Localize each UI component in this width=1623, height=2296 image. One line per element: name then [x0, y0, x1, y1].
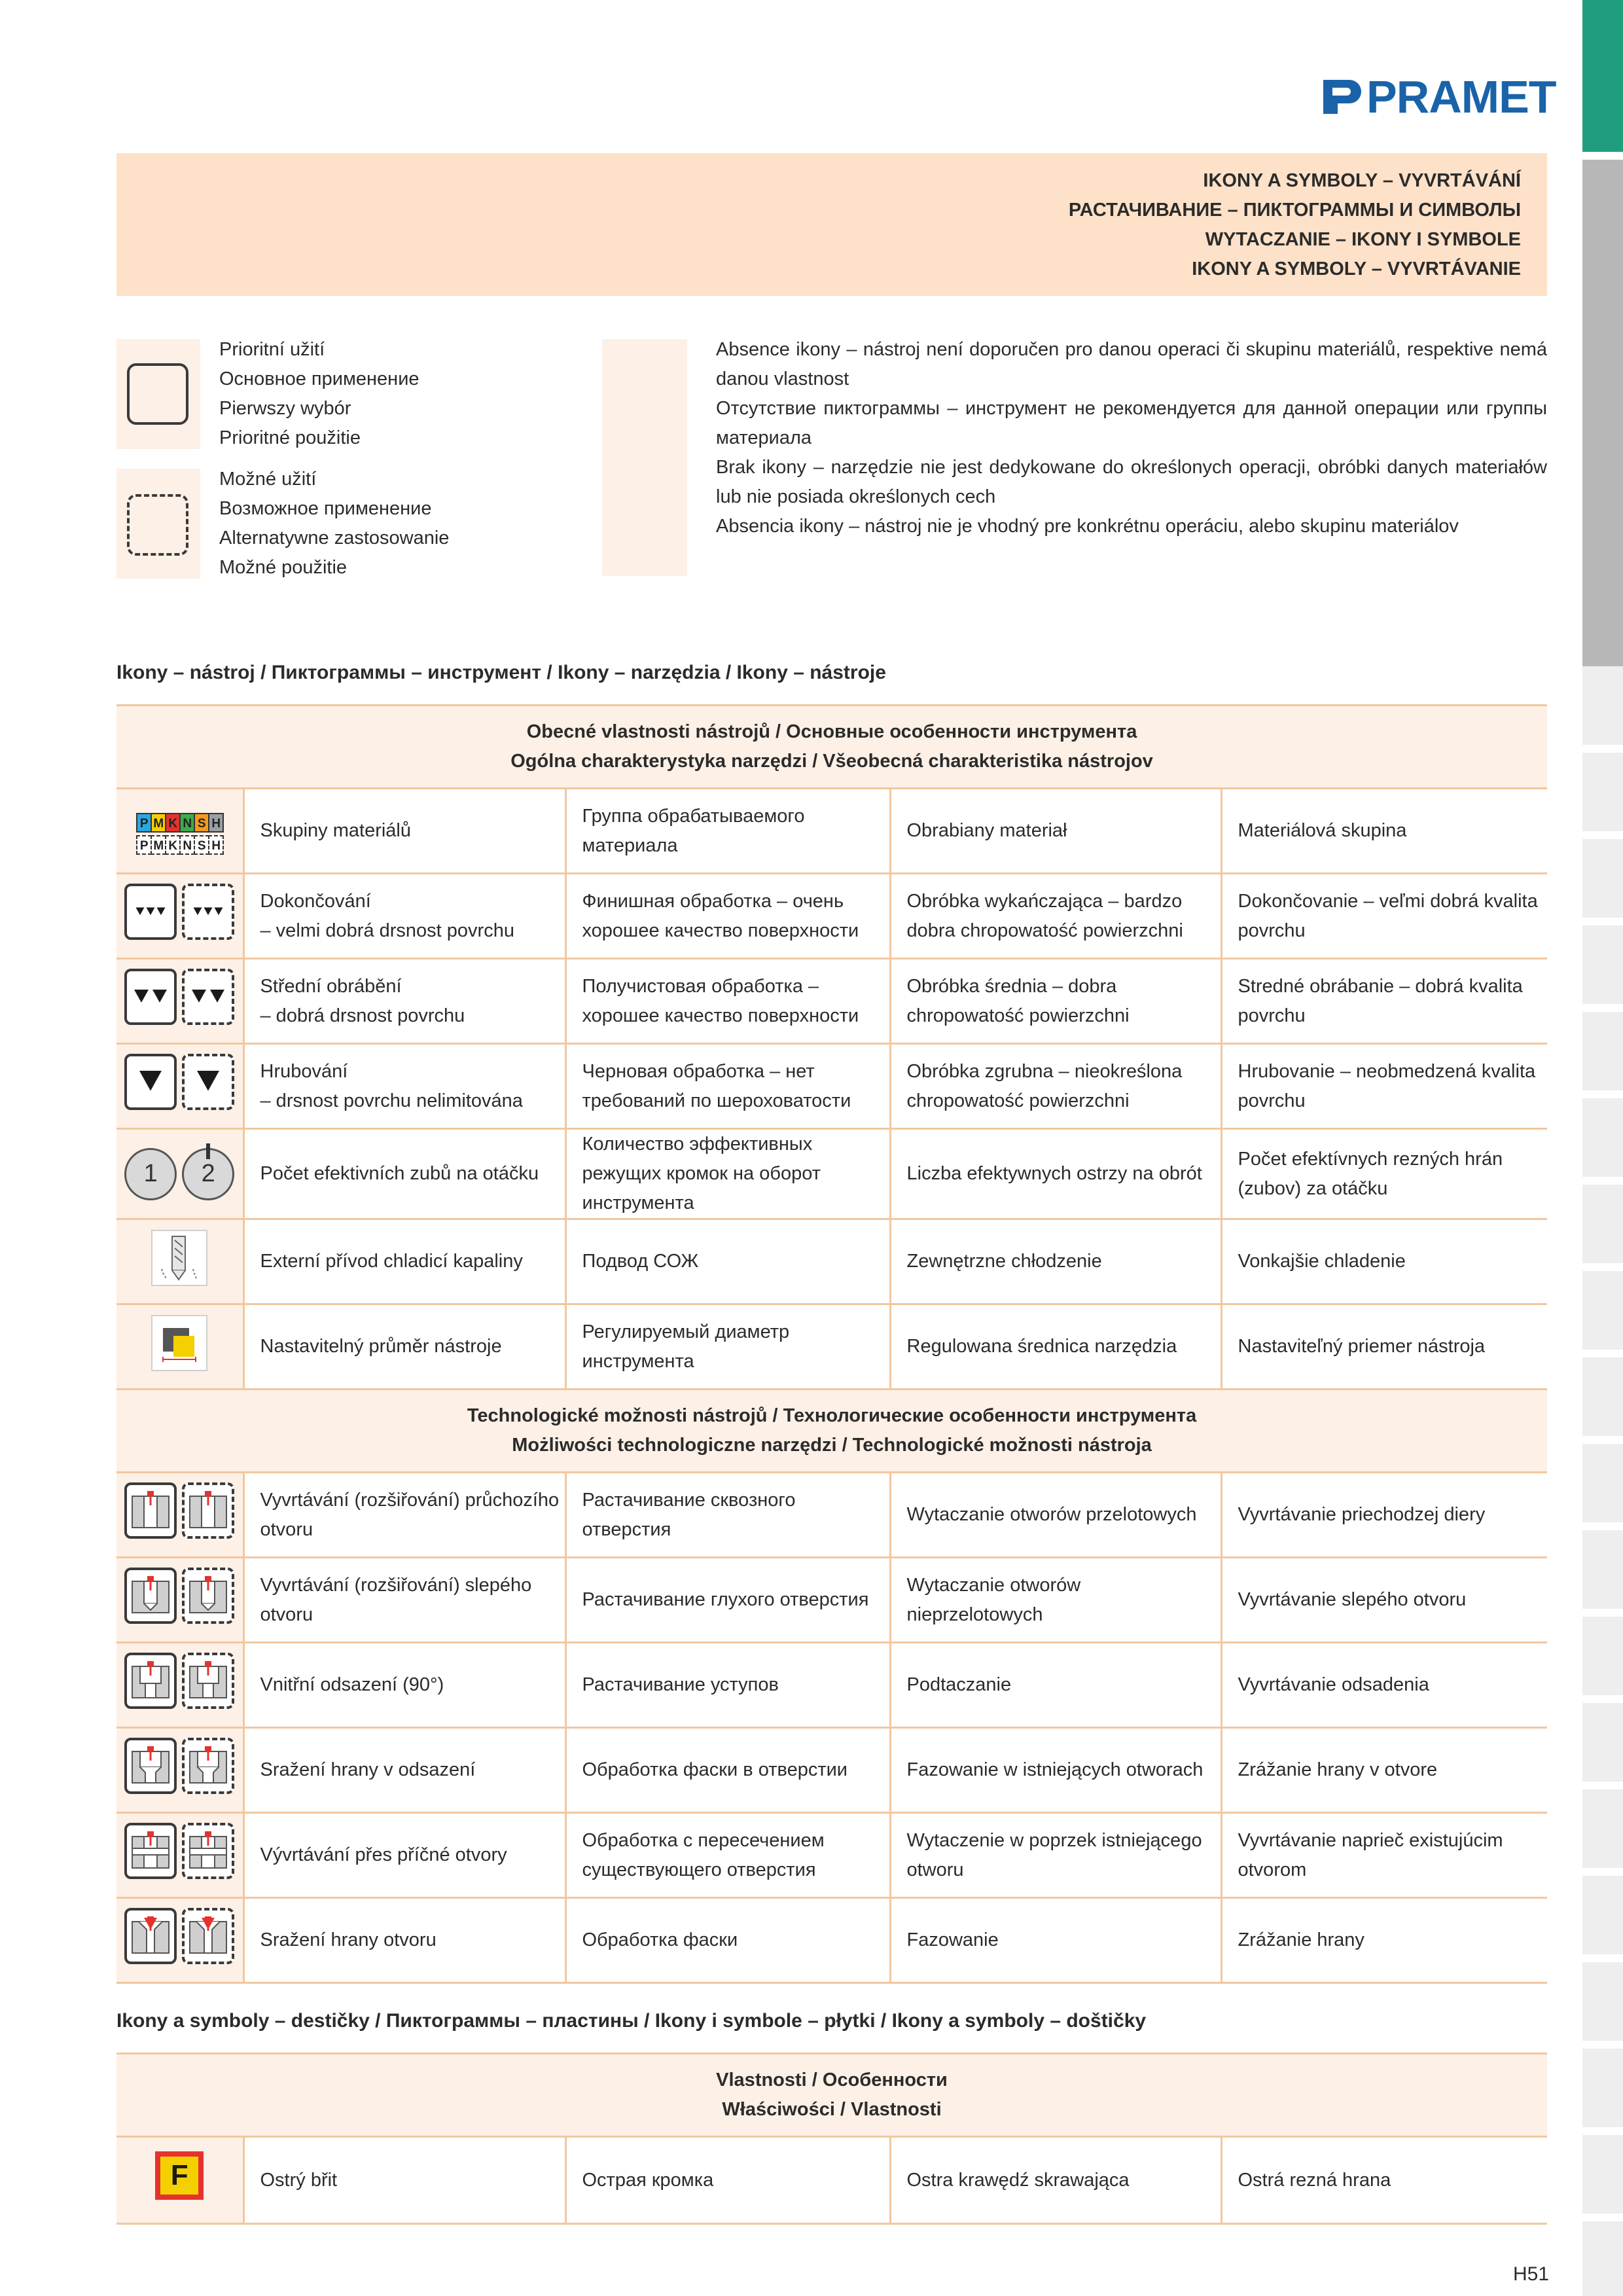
- side-tab: [1582, 1876, 1623, 1954]
- insert-section-heading: Ikony a symboly – destičky / Пиктограммы – пластины / Ikony i symbole – płytki / Ikony a symboly – doštičky: [116, 2010, 1147, 2032]
- cell-cs: Ostrý břit: [243, 2137, 565, 2224]
- cell-sk: Hrubovanie – neobmedzená kvalita povrchu: [1221, 1044, 1547, 1129]
- blind-hole-boring-icon-possible: [182, 1568, 234, 1624]
- cell-sk: Vonkajšie chladenie: [1221, 1219, 1547, 1304]
- possible-use-icon: [127, 494, 188, 556]
- cell-ru: Острая кромка: [565, 2137, 890, 2224]
- cell-pl: Obrabiany materiał: [890, 789, 1221, 874]
- table-row: [116, 1728, 1547, 1813]
- side-tab: [1582, 1444, 1623, 1522]
- cell-sk: Stredné obrábanie – dobrá kvalita povrchu: [1221, 959, 1547, 1044]
- tool-icons-table: [116, 704, 1547, 1984]
- row-icon-cell: [116, 1473, 243, 1558]
- row-icon-cell: [116, 1728, 243, 1813]
- cell-cs: [243, 874, 565, 959]
- material-letter: K: [165, 835, 181, 855]
- material-groups-icon: [136, 813, 223, 855]
- row-icon-cell: [116, 1558, 243, 1643]
- adjustable-diameter-icon: [151, 1315, 207, 1371]
- cell-cs: Vyvrtávání (rozšiřování) slepého otvoru: [243, 1558, 565, 1643]
- row-icon-cell: [116, 1813, 243, 1898]
- cell-ru: Регулируемый диаметр инструмента: [565, 1304, 890, 1390]
- title-cs: IKONY A SYMBOLY – VYVRTÁVÁNÍ: [1203, 170, 1521, 191]
- row-icon-cell: [116, 789, 243, 874]
- material-letter: P: [136, 813, 152, 833]
- cell-ru: Растачивание сквозного отверстия: [565, 1473, 890, 1558]
- cell-ru: Черновая обработка – нет требований по шероховатости: [565, 1044, 890, 1129]
- side-tab: [1582, 1962, 1623, 2041]
- side-tab: [1582, 0, 1623, 152]
- cell-ru: Обработка с пересечением существующего отверстия: [565, 1813, 890, 1898]
- side-tab: [1582, 666, 1623, 745]
- side-tab: [1582, 1271, 1623, 1350]
- cell-ru: Обработка фаски в отверстии: [565, 1728, 890, 1813]
- table-row: [116, 1558, 1547, 1643]
- cross-hole-boring-icon-possible: [182, 1823, 234, 1879]
- pramet-logo-icon: [1321, 77, 1361, 117]
- general-properties-header-line: Ogólna charakterystyka narzędzi / Všeobecná charakteristika nástrojov: [510, 751, 1153, 772]
- row-icon-cell: [116, 1643, 243, 1728]
- side-tab: [1582, 2135, 1623, 2214]
- cell-cs: Sražení hrany otvoru: [243, 1898, 565, 1983]
- cell-pl: Wytaczanie otworów nieprzelotowych: [890, 1558, 1221, 1643]
- cell-sk: Materiálová skupina: [1221, 789, 1547, 874]
- cell-pl: Fazowanie w istniejących otworach: [890, 1728, 1221, 1813]
- technological-capabilities-header: [116, 1390, 1547, 1473]
- cell-pl: Ostra krawędź skrawająca: [890, 2137, 1221, 2224]
- cell-pl: Wytaczanie otworów przelotowych: [890, 1473, 1221, 1558]
- insert-properties-header-line: Vlastnosti / Особенности: [716, 2070, 948, 2090]
- technological-capabilities-header-line: Technologické možnosti nástrojů / Технологические особенности инструмента: [467, 1405, 1197, 1426]
- finishing-icon-primary: [124, 884, 177, 940]
- material-letter: H: [208, 835, 224, 855]
- through-hole-boring-icon-possible: [182, 1482, 234, 1539]
- table-row: [116, 1473, 1547, 1558]
- hole-chamfer-icon: [124, 1908, 234, 1964]
- legend-primary-text: Prioritní užití Основное применение Pierwszy wybór Prioritné použitie: [219, 339, 419, 448]
- side-tab: [1582, 839, 1623, 918]
- side-tab: [1582, 1357, 1623, 1436]
- internal-shoulder-icon: [124, 1653, 234, 1709]
- cell-pl: Obróbka wykańczająca – bardzo dobra chropowatość powierzchni: [890, 874, 1221, 959]
- effective-teeth-icon: [124, 1148, 234, 1200]
- insert-properties-header: [116, 2054, 1547, 2137]
- page-number: H51: [1513, 2263, 1550, 2285]
- row-icon-cell: [116, 874, 243, 959]
- title-sk: IKONY A SYMBOLY – VYVRTÁVANIE: [1192, 259, 1521, 279]
- tool-section-heading: Ikony – nástroj / Пиктограммы – инструмент / Ikony – narzędzia / Ikony – nástroje: [116, 662, 886, 683]
- table-row: [116, 874, 1547, 959]
- material-letter: N: [179, 813, 195, 833]
- primary-use-icon: [127, 363, 188, 425]
- title-pl: WYTACZANIE – IKONY I SYMBOLE: [1205, 229, 1521, 250]
- side-tab: [1582, 753, 1623, 831]
- cell-ru: Подвод СОЖ: [565, 1219, 890, 1304]
- table-row: [116, 1898, 1547, 1983]
- section-tabs: [1582, 0, 1623, 2296]
- cell-sk: Vyvrtávanie naprieč existujúcim otvorom: [1221, 1813, 1547, 1898]
- title-ru: РАСТАЧИВАНИЕ – ПИКТОГРАММЫ И СИМВОЛЫ: [1068, 200, 1521, 221]
- roughing-icon-possible: [182, 1054, 234, 1110]
- through-hole-boring-icon: [124, 1482, 234, 1539]
- general-properties-header-line: Obecné vlastnosti nástrojů / Основные особенности инструмента: [526, 721, 1137, 742]
- roughing-icon: [124, 1054, 234, 1110]
- cell-pl: Regulowana średnica narzędzia: [890, 1304, 1221, 1390]
- table-row: [116, 959, 1547, 1044]
- sharp-edge-icon: [151, 2147, 207, 2204]
- hole-chamfer-icon-primary: [124, 1908, 177, 1964]
- material-letter: M: [151, 835, 166, 855]
- table-row: [116, 1813, 1547, 1898]
- technological-capabilities-header-line: Możliwości technologiczne narzędzi / Technologické možnosti nástroja: [512, 1435, 1152, 1456]
- material-letter: S: [194, 813, 209, 833]
- brand-name: PRAMET: [1366, 71, 1556, 122]
- cell-pl: Wytaczenie w poprzek istniejącego otworu: [890, 1813, 1221, 1898]
- row-icon-cell: [116, 1898, 243, 1983]
- cell-line: Střední obrábění: [260, 975, 402, 997]
- material-letter: N: [179, 835, 195, 855]
- row-icon-cell: [116, 1129, 243, 1219]
- teeth-2-icon: 2: [182, 1148, 234, 1200]
- cell-sk: Zrážanie hrany: [1221, 1898, 1547, 1983]
- finishing-icon-possible: [182, 884, 234, 940]
- cell-ru: Группа обрабатываемого материала: [565, 789, 890, 874]
- material-letter: S: [194, 835, 209, 855]
- side-tab: [1582, 1185, 1623, 1263]
- pramet-logo: [1321, 71, 1556, 122]
- sharp-edge-badge: F: [170, 2159, 188, 2191]
- legend-possible-text: Možné užití Возможное применение Alternatywne zastosowanie Možné použitie: [219, 469, 450, 578]
- cell-cs: Vývrtávání přes příčné otvory: [243, 1813, 565, 1898]
- shoulder-chamfer-icon-primary: [124, 1738, 177, 1794]
- side-tab: [1582, 1530, 1623, 1609]
- cell-cs: Počet efektivních zubů na otáčku: [243, 1129, 565, 1219]
- cell-sk: Vyvrtávanie slepého otvoru: [1221, 1558, 1547, 1643]
- row-icon-cell: [116, 959, 243, 1044]
- cell-cs: Nastavitelný průměr nástroje: [243, 1304, 565, 1390]
- cell-line: – drsnost povrchu nelimitována: [260, 1090, 523, 1111]
- side-tab: [1582, 925, 1623, 1004]
- side-tab: [1582, 1703, 1623, 1782]
- teeth-1-icon: 1: [124, 1148, 177, 1200]
- material-letter: M: [151, 813, 166, 833]
- blind-hole-boring-icon-primary: [124, 1568, 177, 1624]
- cell-sk: Počet efektívnych rezných hrán (zubov) za otáčku: [1221, 1129, 1547, 1219]
- cell-pl: Podtaczanie: [890, 1643, 1221, 1728]
- table-row: [116, 1219, 1547, 1304]
- cell-sk: Vyvrtávanie odsadenia: [1221, 1643, 1547, 1728]
- cell-ru: Получистовая обработка – хорошее качество поверхности: [565, 959, 890, 1044]
- row-icon-cell: [116, 1044, 243, 1129]
- cell-pl: Obróbka średnia – dobra chropowatość powierzchni: [890, 959, 1221, 1044]
- side-tab: [1582, 160, 1623, 732]
- medium-machining-icon-possible: [182, 969, 234, 1025]
- cross-hole-boring-icon-primary: [124, 1823, 177, 1879]
- medium-machining-icon-primary: [124, 969, 177, 1025]
- blind-hole-boring-icon: [124, 1568, 234, 1624]
- cell-line: – velmi dobrá drsnost povrchu: [260, 920, 514, 941]
- roughing-icon-primary: [124, 1054, 177, 1110]
- side-tab: [1582, 1617, 1623, 1695]
- side-tab: [1582, 1098, 1623, 1177]
- cell-sk: Vyvrtávanie priechodzej diery: [1221, 1473, 1547, 1558]
- row-icon-cell: [116, 1219, 243, 1304]
- cell-sk: Dokončovanie – veľmi dobrá kvalita povrchu: [1221, 874, 1547, 959]
- row-icon-cell: [116, 1304, 243, 1390]
- legend-absence-text: Absence ikony – nástroj není doporučen pro danou operaci či skupinu materiálů, respektive nemá danou vlastnost Отсутствие пиктограммы – инструмент не рекомендуется для данной операции или группы материала Brak ikony – narzędzie nie jest dedykowane do określonych operacji, obróbki danych materiałów lub nie posiada określonych cech Absencia ikony – nástroj nie je vhodný pre konkrétnu operáciu, alebo skupinu materiálov: [716, 339, 1547, 537]
- cell-pl: Fazowanie: [890, 1898, 1221, 1983]
- shoulder-chamfer-icon: [124, 1738, 234, 1794]
- cell-cs: Vyvrtávání (rozšiřování) průchozího otvoru: [243, 1473, 565, 1558]
- cell-line: Hrubování: [260, 1060, 348, 1082]
- general-properties-header: [116, 706, 1547, 789]
- cell-ru: Растачивание глухого отверстия: [565, 1558, 890, 1643]
- cell-cs: Vnitřní odsazení (90°): [243, 1643, 565, 1728]
- row-icon-cell: [116, 2137, 243, 2224]
- shoulder-chamfer-icon-possible: [182, 1738, 234, 1794]
- cell-sk: Zrážanie hrany v otvore: [1221, 1728, 1547, 1813]
- hole-chamfer-icon-possible: [182, 1908, 234, 1964]
- page-title-box: [116, 153, 1547, 296]
- cell-sk: Nastaviteľný priemer nástroja: [1221, 1304, 1547, 1390]
- cell-ru: Обработка фаски: [565, 1898, 890, 1983]
- table-row: [116, 1129, 1547, 1219]
- cell-pl: Liczba efektywnych ostrzy na obrót: [890, 1129, 1221, 1219]
- medium-machining-icon: [124, 969, 234, 1025]
- finishing-icon: [124, 884, 234, 940]
- material-letter: P: [136, 835, 152, 855]
- material-letter: K: [165, 813, 181, 833]
- side-tab: [1582, 2221, 1623, 2296]
- insert-icons-table: [116, 2053, 1547, 2225]
- side-tab: [1582, 1789, 1623, 1868]
- side-tab: [1582, 2049, 1623, 2127]
- table-row: [116, 1044, 1547, 1129]
- cell-sk: Ostrá rezná hrana: [1221, 2137, 1547, 2224]
- cell-cs: Sražení hrany v odsazení: [243, 1728, 565, 1813]
- through-hole-boring-icon-primary: [124, 1482, 177, 1539]
- cell-pl: Zewnętrzne chłodzenie: [890, 1219, 1221, 1304]
- external-coolant-icon: [151, 1230, 207, 1286]
- internal-shoulder-icon-primary: [124, 1653, 177, 1709]
- table-row: [116, 1304, 1547, 1390]
- cell-line: Dokončování: [260, 890, 371, 912]
- cell-ru: Растачивание уступов: [565, 1643, 890, 1728]
- legend-absence-bg: [602, 339, 687, 576]
- side-tab: [1582, 1012, 1623, 1090]
- insert-properties-header-line: Właściwości / Vlastnosti: [722, 2099, 942, 2120]
- internal-shoulder-icon-possible: [182, 1653, 234, 1709]
- cell-cs: Externí přívod chladicí kapaliny: [243, 1219, 565, 1304]
- cell-cs: [243, 959, 565, 1044]
- table-row: [116, 789, 1547, 874]
- cell-cs: Skupiny materiálů: [243, 789, 565, 874]
- cell-ru: Финишная обработка – очень хорошее качество поверхности: [565, 874, 890, 959]
- cell-ru: Количество эффективных режущих кромок на оборот инструмента: [565, 1129, 890, 1219]
- table-row: [116, 1643, 1547, 1728]
- material-letter: H: [208, 813, 224, 833]
- cell-line: – dobrá drsnost povrchu: [260, 1005, 465, 1026]
- cell-cs: [243, 1044, 565, 1129]
- cell-pl: Obróbka zgrubna – nieokreślona chropowatość powierzchni: [890, 1044, 1221, 1129]
- table-row: [116, 2137, 1547, 2224]
- cross-hole-boring-icon: [124, 1823, 234, 1879]
